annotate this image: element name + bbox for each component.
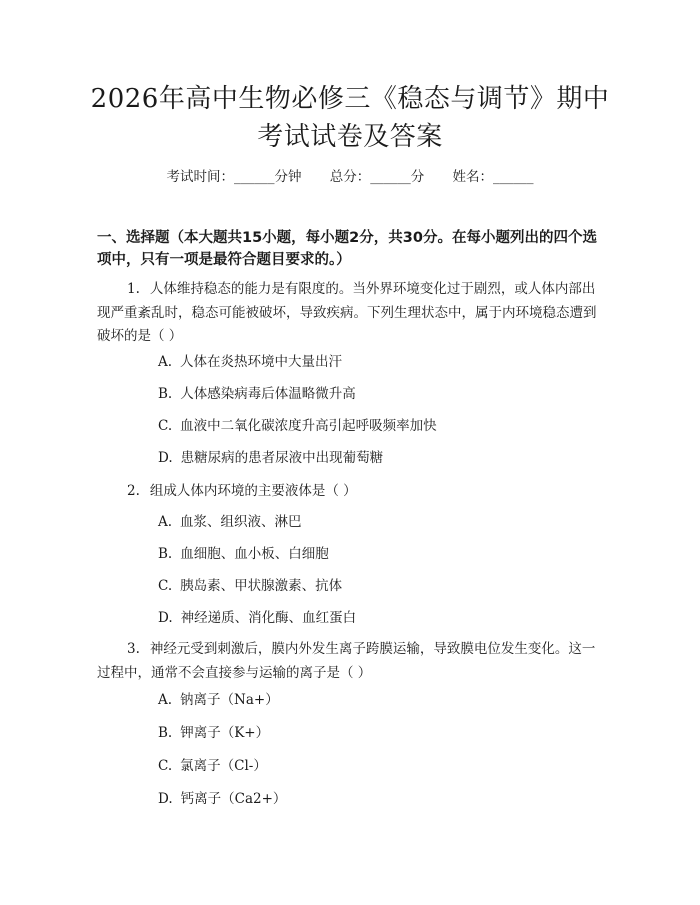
question-number: 2. [127,483,140,499]
option-text: 钙离子（Ca2+） [180,791,287,807]
option-text: 人体在炎热环境中大量出汗 [180,354,343,370]
option-text: 患糖尿病的患者尿液中出现葡萄糖 [180,450,384,466]
question-1-option-c [158,416,437,436]
option-text: 血细胞、血小板、白细胞 [180,546,329,562]
question-2-option-d [158,608,356,628]
question-2 [97,480,605,504]
option-letter: D. [158,450,173,466]
question-1-option-d [158,448,383,468]
total-score-field: 总分：______分 [329,169,425,185]
option-letter: D. [158,791,173,807]
question-3-option-b [158,723,269,743]
option-letter: A. [158,692,173,708]
option-letter: A. [158,514,173,530]
question-3-option-c [158,756,267,776]
exam-time-field: 考试时间：______分钟 [166,169,302,185]
question-1-option-a [158,352,342,372]
exam-title-line2: 考试试卷及答案 [257,122,443,152]
option-text: 人体感染病毒后体温略微升高 [180,386,356,402]
question-number: 3. [127,641,140,657]
question-text: 神经元受到刺激后，膜内外发生离子跨膜运输，导致膜电位发生变化。这一过程中，通常不会直接参与运输的离子是（ ） [97,641,596,681]
exam-title [60,80,640,156]
option-text: 神经递质、消化酶、血红蛋白 [180,610,357,626]
option-letter: C. [158,418,173,434]
question-number: 1. [127,281,140,297]
option-text: 血液中二氧化碳浓度升高引起呼吸频率加快 [180,418,437,434]
question-3 [97,638,605,685]
option-text: 钠离子（Na+） [180,692,279,708]
question-text: 人体维持稳态的能力是有限度的。当外界环境变化过于剧烈，或人体内部出现严重紊乱时，稳态可能被破坏，导致疾病。下列生理状态中，属于内环境稳态遭到破坏的是（ ） [97,281,597,344]
option-text: 钾离子（K+） [180,725,270,741]
question-text: 组成人体内环境的主要液体是（ ） [149,483,357,499]
student-name-field: 姓名：______ [452,169,534,185]
option-letter: A. [158,354,173,370]
question-2-option-b [158,544,329,564]
question-3-option-d [158,789,286,809]
option-letter: D. [158,610,173,626]
option-text: 胰岛素、甲状腺激素、抗体 [180,578,343,594]
option-letter: C. [158,578,173,594]
option-text: 血浆、组织液、淋巴 [180,514,302,530]
exam-title-line1: 2026年高中生物必修三《稳态与调节》期中 [90,84,610,114]
section-heading: 一、选择题（本大题共15小题，每小题2分，共30分。在每小题列出的四个选项中，只有一项是最符合题目要求的。） [97,230,597,268]
question-1 [97,278,605,349]
exam-info-line [0,167,700,187]
option-letter: B. [158,386,173,402]
option-text: 氯离子（Cl-） [180,758,267,774]
option-letter: B. [158,546,173,562]
question-3-option-a [158,690,279,710]
question-2-option-c [158,576,342,596]
question-2-option-a [158,512,302,532]
option-letter: C. [158,758,173,774]
question-1-option-b [158,384,356,404]
option-letter: B. [158,725,173,741]
